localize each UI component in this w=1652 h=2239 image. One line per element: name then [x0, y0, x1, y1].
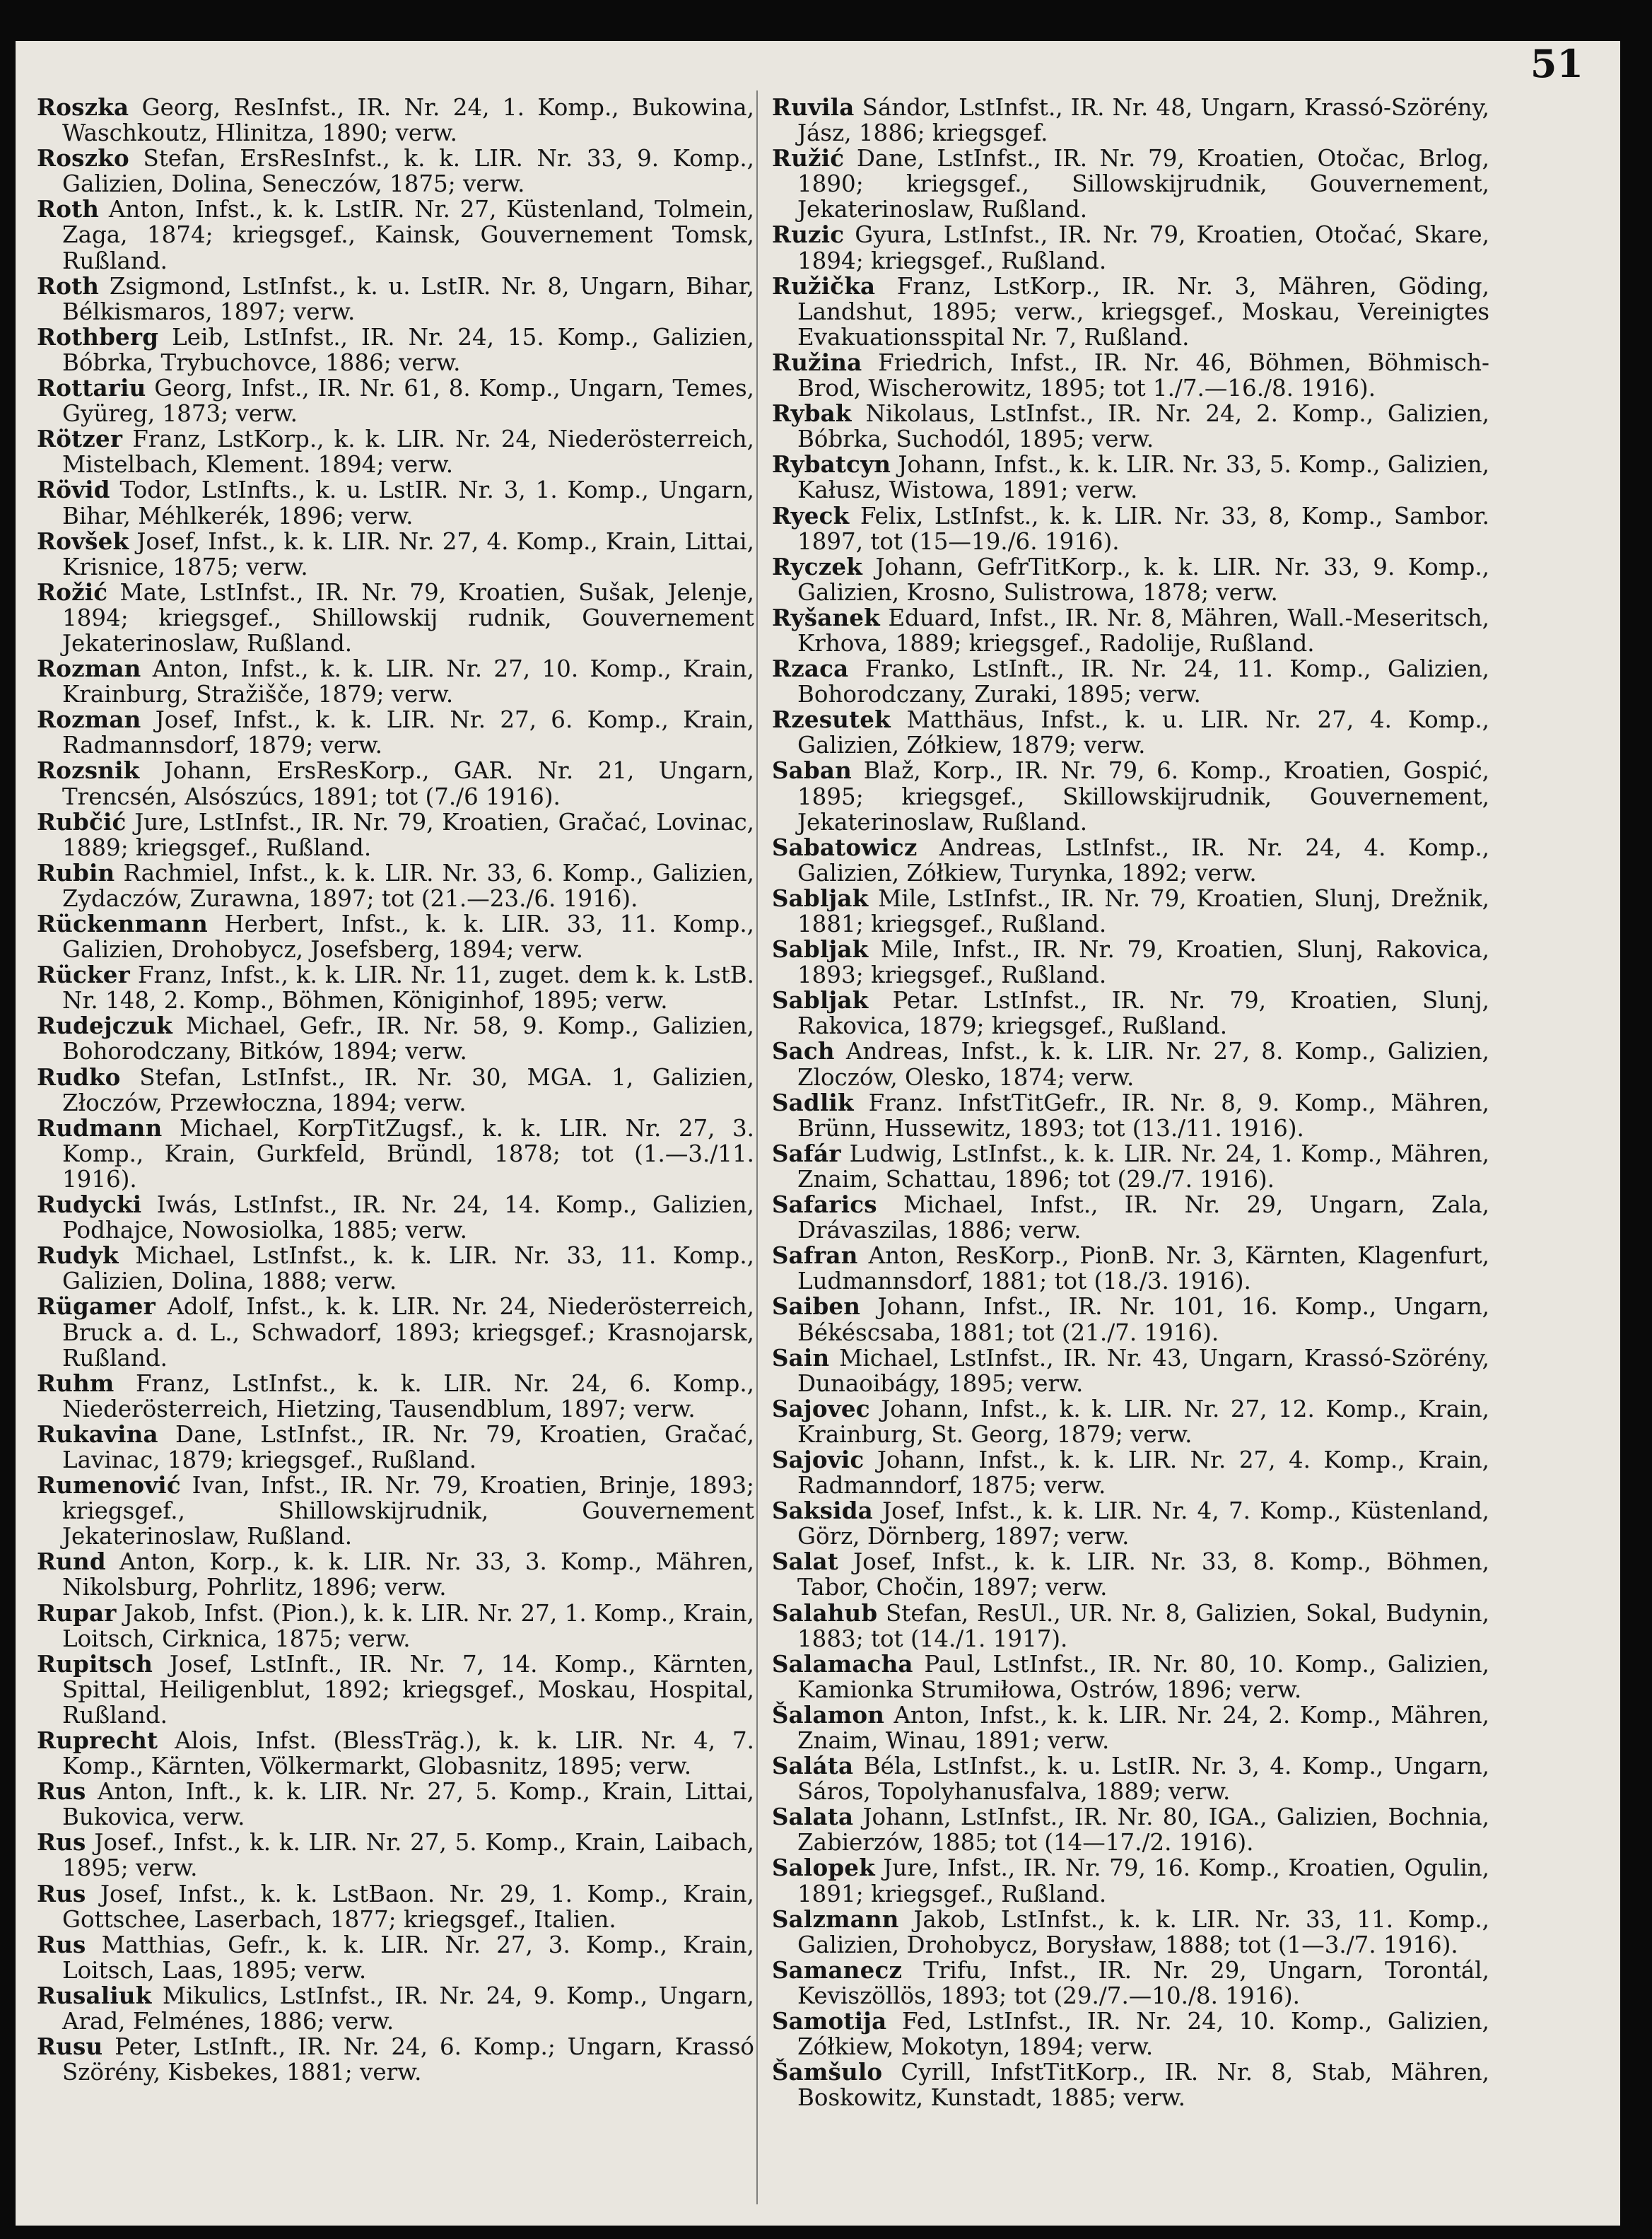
register-entry — [37, 809, 754, 860]
entry-surname: Rus — [37, 1828, 86, 1857]
entry-surname: Rubin — [37, 858, 115, 887]
entry-surname: Rovšek — [37, 527, 129, 555]
entry-surname: Sain — [772, 1343, 830, 1372]
entry-details: Adolf, Infst., k. k. LIR. Nr. 24, Niederösterreich, Bruck a. d. L., Schwadorf, 1893; kriegsgef.; Krasnojarsk, Rußland. — [62, 1293, 754, 1372]
entry-surname: Rövid — [37, 476, 110, 504]
entry-details: Josef., Infst., k. k. LIR. Nr. 27, 5. Komp., Krain, Laibach, 1895; verw. — [62, 1829, 754, 1882]
entry-details: Leib, LstInfst., IR. Nr. 24, 15. Komp., Galizien, Bóbrka, Trybuchovce, 1886; verw. — [62, 323, 754, 376]
register-entry — [37, 707, 754, 758]
entry-details: Eduard, Infst., IR. Nr. 8, Mähren, Wall.-Meseritsch, Krhova, 1889; kriegsgef., Radolije, Rußland. — [797, 604, 1489, 657]
entry-details: Dane, LstInfst., IR. Nr. 79, Kroatien, Otočac, Brlog, 1890; kriegsgef., Sillowskijrudnik, Gouvernement, Jekaterinoslaw, Rußland. — [797, 145, 1489, 223]
entry-surname: Rzaca — [772, 655, 849, 683]
entry-details: Alois, Infst. (BlessTräg.), k. k. LIR. Nr. 4, 7. Komp., Kärnten, Völkermarkt, Globasnitz, 1895; verw. — [62, 1727, 754, 1780]
entry-details: Ludwig, LstInfst., k. k. LIR. Nr. 24, 1. Komp., Mähren, Znaim, Schattau, 1896; tot (29./7. 1916). — [797, 1140, 1489, 1193]
entry-details: Franz. InfstTitGefr., IR. Nr. 8, 9. Komp., Mähren, Brünn, Hussewitz, 1893; tot (13./11. 1916). — [797, 1089, 1489, 1142]
entry-details: Trifu, Infst., IR. Nr. 29, Ungarn, Torontál, Keviszöllös, 1893; tot (29./7.—10./8. 1916). — [797, 1956, 1489, 2009]
entry-details: Nikolaus, LstInfst., IR. Nr. 24, 2. Komp., Galizien, Bóbrka, Suchodól, 1895; verw. — [797, 400, 1489, 453]
entry-surname: Rybatcyn — [772, 450, 891, 479]
register-entry — [772, 758, 1489, 834]
entry-details: Johann, Infst., k. k. LIR. Nr. 27, 4. Komp., Krain, Radmanndorf, 1875; verw. — [797, 1446, 1489, 1500]
entry-surname: Sadlik — [772, 1088, 854, 1116]
entry-surname: Ružička — [772, 271, 876, 300]
register-entry — [37, 2034, 754, 2085]
register-entry — [772, 95, 1489, 146]
register-entry — [772, 656, 1489, 707]
register-entry — [37, 860, 754, 911]
entry-surname: Samanecz — [772, 1956, 903, 1984]
entry-details: Georg, ResInfst., IR. Nr. 24, 1. Komp., Bukowina, Waschkoutz, Hlinitza, 1890; verw. — [62, 94, 754, 147]
entry-surname: Sach — [772, 1037, 835, 1065]
entry-surname: Rudko — [37, 1063, 121, 1091]
register-entry — [37, 146, 754, 197]
entry-details: Johann, Infst., IR. Nr. 101, 16. Komp., Ungarn, Békéscsaba, 1881; tot (21./7. 1916). — [797, 1293, 1489, 1346]
entry-details: Mikulics, LstInfst., IR. Nr. 24, 9. Komp., Ungarn, Arad, Felménes, 1886; verw. — [62, 1982, 754, 2035]
register-entry — [37, 1983, 754, 2034]
entry-details: Johann, GefrTitKorp., k. k. LIR. Nr. 33, 9. Komp., Galizien, Krosno, Sulistrowa, 1878; verw. — [797, 553, 1489, 606]
entry-details: Iwás, LstInfst., IR. Nr. 24, 14. Komp., Galizien, Podhajce, Nowosiolka, 1885; verw. — [62, 1191, 754, 1244]
entry-surname: Ryeck — [772, 501, 850, 530]
register-entry — [772, 1907, 1489, 1958]
entry-details: Friedrich, Infst., IR. Nr. 46, Böhmen, Böhmisch-Brod, Wischerowitz, 1895; tot 1./7.—16./8. 1916). — [797, 349, 1489, 402]
register-entry — [772, 1702, 1489, 1753]
register-entry — [772, 452, 1489, 503]
entry-details: Mate, LstInfst., IR. Nr. 79, Kroatien, Sušak, Jelenje, 1894; kriegsgef., Shillowskij rudnik, Gouvernement Jekaterinoslaw, Rußland. — [62, 578, 754, 657]
entry-surname: Rozsnik — [37, 756, 140, 785]
entry-surname: Safár — [772, 1139, 841, 1167]
entry-surname: Rudyk — [37, 1241, 119, 1270]
register-entry — [37, 1371, 754, 1422]
entry-details: Johann, Infst., k. k. LIR. Nr. 27, 12. Komp., Krain, Krainburg, St. Georg, 1879; verw. — [797, 1395, 1489, 1448]
entry-details: Franz, LstKorp., k. k. LIR. Nr. 24, Niederösterreich, Mistelbach, Klement. 1894; verw. — [62, 426, 754, 479]
entry-surname: Sabljak — [772, 935, 869, 964]
entry-details: Herbert, Infst., k. k. LIR. 33, 11. Komp., Galizien, Drohobycz, Josefsberg, 1894; verw. — [62, 911, 754, 964]
entry-surname: Rudejczuk — [37, 1012, 172, 1040]
entry-details: Zsigmond, LstInfst., k. u. LstIR. Nr. 8, Ungarn, Bihar, Bélkismaros, 1897; verw. — [62, 272, 754, 325]
register-entry — [37, 1549, 754, 1600]
register-entry — [37, 911, 754, 962]
register-entry — [37, 375, 754, 426]
register-entry — [772, 554, 1489, 605]
entry-details: Josef, LstInft., IR. Nr. 7, 14. Komp., Kärnten, Spittal, Heiligenblut, 1892; kriegsgef., Moskau, Hospital, Rußland. — [62, 1650, 754, 1729]
entry-surname: Roszka — [37, 93, 129, 121]
entry-details: Ivan, Infst., IR. Nr. 79, Kroatien, Brinje, 1893; kriegsgef., Shillowskijrudnik, Gouvernement Jekaterinoslaw, Rußland. — [62, 1472, 754, 1550]
register-entry — [772, 1243, 1489, 1294]
register-entry — [37, 1294, 754, 1370]
entry-details: Andreas, Infst., k. k. LIR. Nr. 27, 8. Komp., Galizien, Zloczów, Olesko, 1874; verw. — [797, 1038, 1489, 1091]
entry-surname: Rus — [37, 1930, 86, 1958]
entry-surname: Rupar — [37, 1598, 117, 1627]
register-entry — [37, 426, 754, 477]
entry-details: Anton, ResKorp., PionB. Nr. 3, Kärnten, Klagenfurt, Ludmannsdorf, 1881; tot (18./3. 1916). — [797, 1242, 1489, 1295]
entry-details: Josef, Infst., k. k. LIR. Nr. 33, 8. Komp., Böhmen, Tabor, Chočin, 1897; verw. — [797, 1548, 1489, 1601]
page-number: 51 — [1530, 41, 1583, 86]
entry-details: Anton, Inft., k. k. LIR. Nr. 27, 5. Komp., Krain, Littai, Bukovica, verw. — [62, 1778, 754, 1831]
entry-surname: Sajovic — [772, 1445, 865, 1473]
entry-details: Jure, LstInfst., IR. Nr. 79, Kroatien, Gračać, Lovinac, 1889; kriegsgef., Rußland. — [62, 808, 754, 861]
register-entry — [772, 1039, 1489, 1089]
entry-details: Paul, LstInfst., IR. Nr. 80, 10. Komp., Galizien, Kamionka Strumiłowa, Ostrów, 1896; verw. — [797, 1650, 1489, 1703]
entry-surname: Sabljak — [772, 884, 869, 912]
entry-surname: Rötzer — [37, 425, 123, 453]
register-entry — [37, 1192, 754, 1243]
entry-surname: Rückenmann — [37, 910, 208, 937]
register-entry — [772, 605, 1489, 656]
entry-surname: Rudmann — [37, 1113, 163, 1142]
register-entry — [37, 1113, 754, 1193]
entry-surname: Rottariu — [37, 374, 146, 402]
entry-surname: Rus — [37, 1879, 86, 1907]
register-entry — [772, 271, 1490, 351]
entry-surname: Ruhm — [37, 1369, 115, 1397]
entry-surname: Salat — [772, 1548, 838, 1576]
entry-details: Josef, Infst., k. k. LIR. Nr. 27, 6. Komp., Krain, Radmannsdorf, 1879; verw. — [62, 706, 754, 759]
entry-details: Franz, Infst., k. k. LIR. Nr. 11, zuget. dem k. k. LstB. Nr. 148, 2. Komp., Böhmen, Königinhof, 1895; verw. — [62, 961, 754, 1015]
entry-surname: Salahub — [772, 1598, 878, 1627]
register-entry — [37, 197, 754, 273]
register-entry — [772, 1598, 1489, 1652]
entry-details: Johann, Infst., k. k. LIR. Nr. 33, 5. Komp., Galizien, Kałusz, Wistowa, 1891; verw. — [797, 451, 1489, 504]
entry-surname: Saiben — [772, 1292, 861, 1321]
entry-details: Anton, Korp., k. k. LIR. Nr. 33, 3. Komp., Mähren, Nikolsburg, Pohrlitz, 1896; verw. — [62, 1548, 754, 1601]
register-entry — [772, 1396, 1489, 1447]
entry-surname: Sajovec — [772, 1394, 870, 1422]
register-entry — [37, 529, 754, 580]
register-entry — [772, 1294, 1489, 1345]
entry-details: Anton, Infst., k. k. LIR. Nr. 27, 10. Komp., Krain, Krainburg, Stražišče, 1879; verw. — [62, 655, 754, 708]
entry-details: Jakob, Infst. (Pion.), k. k. LIR. Nr. 27, 1. Komp., Krain, Loitsch, Cirknica, 1875; verw. — [62, 1599, 754, 1652]
entry-details: Fed, LstInfst., IR. Nr. 24, 10. Komp., Galizien, Zółkiew, Mokotyn, 1894; verw. — [797, 2008, 1489, 2061]
register-entry — [772, 707, 1489, 758]
entry-surname: Salata — [772, 1803, 854, 1831]
entry-surname: Safran — [772, 1241, 858, 1270]
entry-surname: Rzesutek — [772, 706, 891, 734]
entry-details: Felix, LstInfst., k. k. LIR. Nr. 33, 8, Komp., Sambor. 1897, tot (15—19./6. 1916). — [797, 502, 1489, 555]
register-entry — [37, 580, 754, 656]
entry-details: Josef, Infst., k. k. LIR. Nr. 27, 4. Komp., Krain, Littai, Krisnice, 1875; verw. — [62, 527, 754, 580]
register-entry — [37, 1932, 754, 1983]
entry-details: Michael, LstInfst., IR. Nr. 43, Ungarn, Krassó-Szörény, Dunaoibágy, 1895; verw. — [797, 1344, 1489, 1397]
register-entry — [772, 1753, 1489, 1804]
entry-details: Jure, Infst., IR. Nr. 79, 16. Komp., Kroatien, Ogulin, 1891; kriegsgef., Rußland. — [797, 1854, 1489, 1907]
entry-details: Josef, Infst., k. k. LstBaon. Nr. 29, 1. Komp., Krain, Gottschee, Laserbach, 1877; kriegsgef., Italien. — [62, 1880, 754, 1933]
register-entry — [772, 886, 1489, 937]
register-entry — [37, 1881, 754, 1932]
entry-details: Michael, LstInfst., k. k. LIR. Nr. 33, 11. Komp., Galizien, Dolina, 1888; verw. — [62, 1242, 754, 1295]
register-entry — [772, 146, 1489, 222]
entry-details: Michael, Infst., IR. Nr. 29, Ungarn, Zala, Drávaszilas, 1886; verw. — [797, 1191, 1489, 1244]
entry-surname: Rubčić — [37, 807, 127, 836]
register-entry — [772, 835, 1489, 886]
entry-surname: Roth — [37, 271, 100, 300]
entry-surname: Rukavina — [37, 1420, 158, 1448]
entry-surname: Ryšanek — [772, 603, 880, 631]
register-entry — [37, 322, 754, 376]
entry-surname: Rozman — [37, 706, 141, 734]
register-entry — [772, 1549, 1489, 1600]
entry-details: Mile, Infst., IR. Nr. 79, Kroatien, Slunj, Rakovica, 1893; kriegsgef., Rußland. — [797, 936, 1489, 989]
entry-details: Franz, LstInfst., k. k. LIR. Nr. 24, 6. Komp., Niederösterreich, Hietzing, Tausendblum, 1897; verw. — [62, 1369, 754, 1422]
entry-surname: Rügamer — [37, 1292, 156, 1321]
entry-surname: Rybak — [772, 399, 852, 428]
column-divider — [756, 90, 758, 2204]
entry-details: Cyrill, InfstTitKorp., IR. Nr. 8, Stab, Mähren, Boskowitz, Kunstadt, 1885; verw. — [797, 2059, 1489, 2112]
entry-surname: Ruvila — [772, 93, 855, 121]
entry-surname: Šamšulo — [772, 2058, 883, 2086]
entry-surname: Ruprecht — [37, 1726, 158, 1754]
entry-details: Jakob, LstInfst., k. k. LIR. Nr. 33, 11. Komp., Galizien, Drohobycz, Borysław, 1888; tot (1—3./7. 1916). — [797, 1905, 1489, 1958]
entry-details: Anton, Infst., k. k. LIR. Nr. 24, 2. Komp., Mähren, Znaim, Winau, 1891; verw. — [797, 1701, 1489, 1754]
register-entry — [772, 988, 1489, 1039]
register-entry — [772, 222, 1489, 273]
register-entry — [37, 477, 754, 528]
register-entry — [772, 350, 1489, 401]
register-entry — [772, 937, 1489, 988]
entry-surname: Rusu — [37, 2033, 103, 2061]
entry-details: Georg, Infst., IR. Nr. 61, 8. Komp., Ungarn, Temes, Gyüreg, 1873; verw. — [62, 375, 754, 428]
entry-surname: Rumenović — [37, 1471, 181, 1500]
entry-details: Gyura, LstInfst., IR. Nr. 79, Kroatien, Otočać, Skare, 1894; kriegsgef., Rußland. — [797, 221, 1489, 274]
entry-surname: Ryczek — [772, 552, 862, 580]
entry-surname: Saláta — [772, 1752, 854, 1780]
entry-details: Dane, LstInfst., IR. Nr. 79, Kroatien, Gračać, Lavinac, 1879; kriegsgef., Rußland. — [62, 1420, 754, 1473]
document-page — [16, 41, 1620, 2226]
left-column — [37, 95, 754, 2085]
register-entry — [772, 1498, 1489, 1549]
register-entry — [37, 656, 754, 707]
register-entry — [772, 1141, 1489, 1192]
entry-surname: Safarics — [772, 1191, 877, 1219]
entry-details: Rachmiel, Infst., k. k. LIR. Nr. 33, 6. Komp., Galizien, Zydaczów, Zurawna, 1897; tot (21.—23./6. 1916). — [62, 859, 754, 912]
entry-details: Todor, LstInfts., k. u. LstIR. Nr. 3, 1. Komp., Ungarn, Bihar, Méhlkerék, 1896; verw. — [62, 477, 754, 530]
entry-details: Andreas, LstInfst., IR. Nr. 24, 4. Komp., Galizien, Zółkiew, Turynka, 1892; verw. — [797, 834, 1489, 887]
entry-details: Petar. LstInfst., IR. Nr. 79, Kroatien, Slunj, Rakovica, 1879; kriegsgef., Rußland. — [797, 987, 1489, 1040]
right-column — [772, 95, 1489, 2110]
entry-surname: Rus — [37, 1777, 86, 1806]
entry-details: Johann, LstInfst., IR. Nr. 80, IGA., Galizien, Bochnia, Zabierzów, 1885; tot (14—17./2. 1916). — [797, 1804, 1489, 1857]
register-entry — [37, 95, 754, 146]
register-entry — [772, 1447, 1489, 1498]
entry-details: Blaž, Korp., IR. Nr. 79, 6. Komp., Kroatien, Gospić, 1895; kriegsgef., Skillowskijrudnik, Gouvernement, Jekaterinoslaw, Rußland. — [797, 757, 1489, 836]
entry-surname: Rusaliuk — [37, 1981, 152, 2009]
register-entry — [772, 1804, 1489, 1855]
entry-details: Mile, LstInfst., IR. Nr. 79, Kroatien, Slunj, Drežnik, 1881; kriegsgef., Rußland. — [797, 884, 1489, 937]
register-entry — [37, 1779, 754, 1830]
entry-surname: Sabljak — [772, 986, 869, 1015]
entry-details: Franz, LstKorp., IR. Nr. 3, Mähren, Göding, Landshut, 1895; verw., kriegsgef., Moskau, Vereinigtes Evakuationsspital Nr. 7, Rußland. — [797, 272, 1490, 351]
register-entry — [37, 1649, 754, 1729]
register-entry — [37, 1473, 754, 1549]
entry-details: Stefan, ResUl., UR. Nr. 8, Galizien, Sokal, Budynin, 1883; tot (14./1. 1917). — [797, 1599, 1489, 1652]
entry-surname: Salzmann — [772, 1905, 899, 1933]
entry-details: Stefan, LstInfst., IR. Nr. 30, MGA. 1, Galizien, Złoczów, Przewłoczna, 1894; verw. — [62, 1063, 754, 1116]
entry-surname: Rudycki — [37, 1191, 142, 1219]
register-entry — [772, 1649, 1489, 1703]
entry-surname: Saban — [772, 756, 852, 785]
entry-surname: Rožić — [37, 578, 108, 606]
entry-surname: Ruzic — [772, 221, 845, 249]
register-entry — [772, 1192, 1489, 1243]
entry-surname: Ružić — [772, 144, 845, 173]
entry-details: Béla, LstInfst., k. u. LstIR. Nr. 3, 4. Komp., Ungarn, Sáros, Topolyhanusfalva, 1889; verw. — [797, 1753, 1489, 1806]
register-entry — [772, 1345, 1489, 1396]
entry-surname: Samotija — [772, 2007, 887, 2035]
entry-surname: Rupitsch — [37, 1649, 153, 1678]
entry-surname: Šalamon — [772, 1700, 885, 1729]
register-entry — [37, 1243, 754, 1294]
entry-surname: Rothberg — [37, 322, 159, 351]
entry-details: Peter, LstInft., IR. Nr. 24, 6. Komp.; Ungarn, Krassó Szörény, Kisbekes, 1881; verw. — [62, 2033, 754, 2086]
entry-details: Michael, KorpTitZugsf., k. k. LIR. Nr. 27, 3. Komp., Krain, Gurkfeld, Bründl, 1878; tot (1.—3./11. 1916). — [62, 1114, 754, 1193]
register-entry — [772, 1090, 1489, 1141]
register-entry — [772, 2059, 1489, 2110]
entry-surname: Rozman — [37, 655, 141, 683]
entry-details: Sándor, LstInfst., IR. Nr. 48, Ungarn, Krassó-Szörény, Jász, 1886; kriegsgef. — [797, 94, 1489, 147]
entry-details: Josef, Infst., k. k. LIR. Nr. 4, 7. Komp., Küstenland, Görz, Dörnberg, 1897; verw. — [797, 1497, 1489, 1550]
register-entry — [772, 1958, 1489, 2009]
entry-surname: Rücker — [37, 961, 130, 989]
entry-surname: Ružina — [772, 348, 862, 376]
entry-surname: Sabatowicz — [772, 833, 918, 861]
register-entry — [37, 1598, 754, 1652]
entry-details: Johann, ErsResKorp., GAR. Nr. 21, Ungarn, Trencsén, Alsószúcs, 1891; tot (7./6 1916). — [62, 757, 754, 810]
entry-surname: Roszko — [37, 144, 129, 173]
register-entry — [37, 271, 754, 325]
register-entry — [772, 1855, 1489, 1906]
register-entry — [772, 401, 1489, 452]
entry-surname: Rund — [37, 1548, 106, 1576]
entry-details: Michael, Gefr., IR. Nr. 58, 9. Komp., Galizien, Bohorodczany, Bitków, 1894; verw. — [62, 1012, 754, 1065]
entry-surname: Salopek — [772, 1854, 875, 1882]
register-entry — [37, 962, 754, 1013]
entry-details: Franko, LstInft., IR. Nr. 24, 11. Komp., Galizien, Bohorodczany, Zuraki, 1895; verw. — [797, 655, 1489, 708]
entry-details: Anton, Infst., k. k. LstIR. Nr. 27, Küstenland, Tolmein, Zaga, 1874; kriegsgef., Kainsk, Gouvernement Tomsk, Rußland. — [62, 196, 754, 274]
entry-details: Stefan, ErsResInfst., k. k. LIR. Nr. 33, 9. Komp., Galizien, Dolina, Seneczów, 1875; verw. — [62, 145, 754, 198]
register-entry — [37, 1728, 754, 1779]
register-entry — [37, 1013, 754, 1064]
register-entry — [37, 1830, 754, 1881]
entry-details: Matthias, Gefr., k. k. LIR. Nr. 27, 3. Komp., Krain, Loitsch, Laas, 1895; verw. — [62, 1931, 754, 1984]
entry-surname: Salamacha — [772, 1649, 913, 1678]
register-entry — [37, 1065, 754, 1116]
entry-details: Matthäus, Infst., k. u. LIR. Nr. 27, 4. Komp., Galizien, Zółkiew, 1879; verw. — [797, 706, 1489, 759]
register-entry — [772, 2009, 1489, 2059]
register-entry — [772, 503, 1489, 554]
register-entry — [37, 758, 754, 809]
register-entry — [37, 1422, 754, 1473]
entry-surname: Saksida — [772, 1497, 873, 1525]
entry-surname: Roth — [37, 195, 100, 223]
